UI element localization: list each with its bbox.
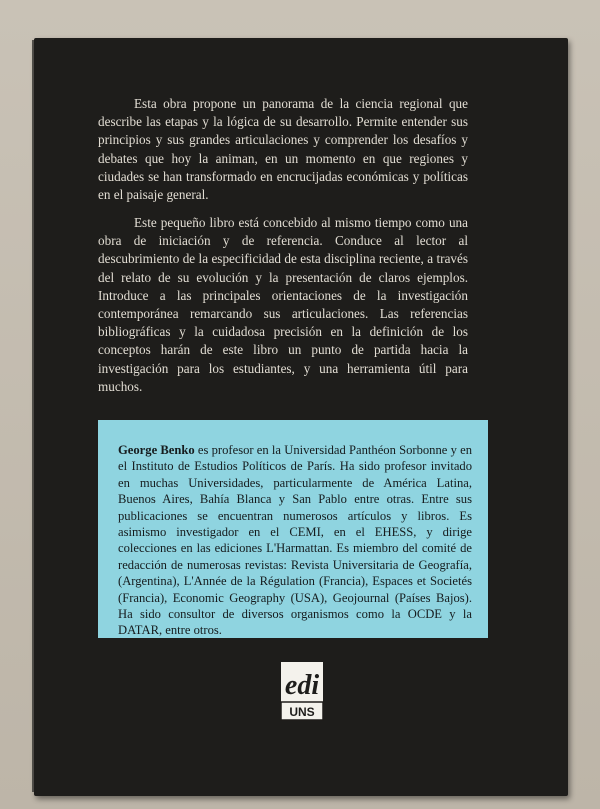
author-bio-box — [98, 420, 488, 638]
blurb-paragraph-1: Esta obra propone un panorama de la ciencia regional que describe las etapas y la lógica de su desarrollo. Permite entender sus principios y sus grandes articulaciones y comprender los desafíos y debates que hoy la animan, en un momento en que regiones y ciudades se han transformado en encrucijadas económicas y políticas en el paisaje general. — [98, 96, 468, 203]
logo-edi-text: edi — [284, 670, 320, 701]
publisher-logo-icon — [277, 660, 327, 722]
author-bio-text: es profesor en la Universidad Panthéon Sorbonne y en el Instituto de Estudios Políticos de París. Ha sido profesor invitado en muchas Universidades, particularmente de América Latina, Buenos Aires, Bahía Blanca y San Pablo entre otras. Entre sus publicaciones se encuentran numerosos artículos y libros. Es asimismo investigador en el CEMI, en el EHESS, y dirige colecciones en las ediciones L'Harmattan. Es miembro del comité de redacción de numerosas revistas: Revista Universitaria de Geografía, (Argentina), L'Année de la Régulation (Francia), Espaces et Societés (Francia), Economic Geography (USA), Geojournal (Países Bajos). Ha sido consultor de diversos organismos como la OCDE y la DATAR, entre otros. — [118, 443, 472, 638]
blurb-paragraph-2: Este pequeño libro está concebido al mismo tiempo como una obra de iniciación y de referencia. Conduce al lector al descubrimiento de la especificidad de esta disciplina reciente, a través del relato de su evolución y la presentación de claros ejemplos. Introduce a las principales orientaciones de la investigación contemporánea remarcando sus articulaciones. Las referencias bibliográficas y la cuidadosa precisión en la definición de los conceptos harán de este libro un punto de partida hacia la investigación para los estudiantes, y una herramienta útil para muchos. — [98, 215, 468, 394]
author-name: George Benko — [118, 443, 195, 457]
author-bio — [118, 442, 472, 639]
logo-uns-text: UNS — [289, 705, 315, 719]
